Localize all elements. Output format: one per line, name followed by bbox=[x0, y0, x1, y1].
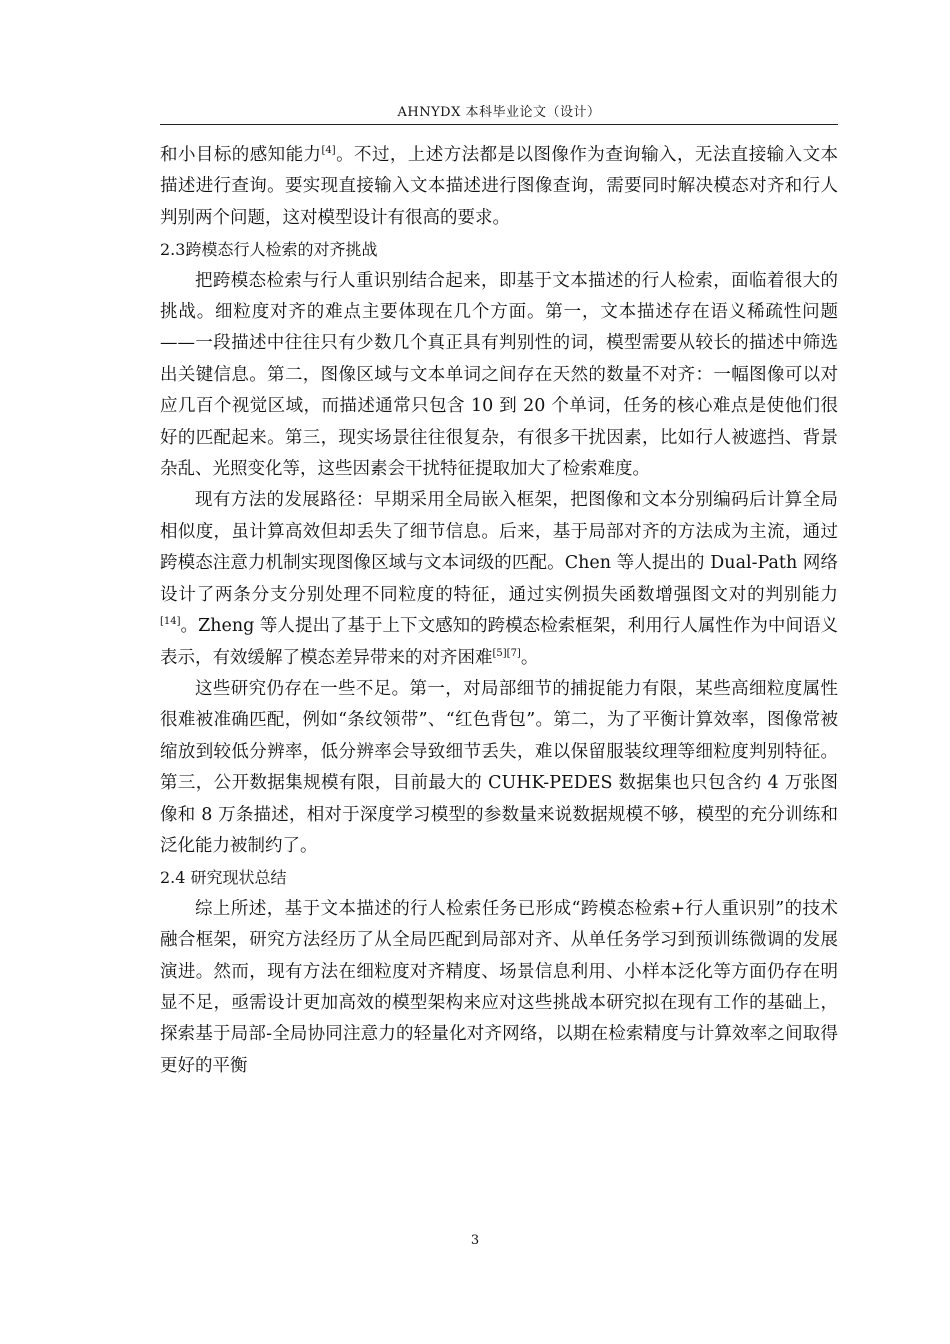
paragraph: 把跨模态检索与行人重识别结合起来，即基于文本描述的行人检索，面临着很大的挑战。细粒度对齐的难点主要体现在几个方面。第一，文本描述存在语义稀疏性问题——一段描述中往往只有少数几个真正具有判别性的词，模型需要从较长的描述中筛选出关键信息。第二，图像区域与文本单词之间存在天然的数量不对齐：一幅图像可以对应几百个视觉区域，而描述通常只包含 10 到 20 个单词，任务的核心难点是使他们很好的匹配起来。第三，现实场景往往很复杂，有很多干扰因素，比如行人被遮挡、背景杂乱、光照变化等，这些因素会干扰特征提取加大了检索难度。 bbox=[160, 270, 838, 480]
paragraph: 综上所述，基于文本描述的行人检索任务已形成“跨模态检索+行人重识别”的技术融合框架，研究方法经历了从全局匹配到局部对齐、从单任务学习到预训练微调的发展演进。然而，现有方法在细粒度对齐精度、场景信息利用、小样本泛化等方面仍存在明显不足，亟需设计更加高效的模型架构来应对这些挑战本研究拟在现有工作的基础上，探索基于局部-全局协同注意力的轻量化对齐网络，以期在检索精度与计算效率之间取得更好的平衡 bbox=[160, 898, 838, 1076]
header-rule bbox=[160, 124, 838, 125]
body-text bbox=[160, 140, 838, 1082]
text-run: 。不过，上述方法都是以图像作为查询输入，无法直接输入文本描述进行查询。要实现直接输入文本描述进行图像查询，需要同时解决模态对齐和行人判别两个问题，这对模型设计有很高的要求。 bbox=[160, 145, 839, 228]
paragraph: 这些研究仍存在一些不足。第一，对局部细节的捕捉能力有限，某些高细粒度属性很难被准确匹配，例如“条纹领带”、“红色背包”。第二，为了平衡计算效率，图像常被缩放到较低分辨率，低分辨率会导致细节丢失，难以保留服装纹理等细粒度判别特征。第三，公开数据集规模有限，目前最大的 CUHK-PEDES 数据集也只包含约 4 万张图像和 8 万条描述，相对于深度学习模型的参数量来说数据规模不够，模型的充分训练和泛化能力被制约了。 bbox=[160, 678, 838, 856]
paragraph bbox=[160, 140, 838, 234]
section-heading-2-3: 2.3跨模态行人检索的对齐挑战 bbox=[160, 240, 378, 260]
citation: [5][7] bbox=[492, 647, 521, 659]
citation: [4] bbox=[321, 145, 336, 157]
text-run: 和小目标的感知能力 bbox=[160, 145, 322, 165]
running-header: AHNYDX 本科毕业论文（设计） bbox=[397, 105, 601, 120]
text-run: 。Zheng 等人提出了基于上下文感知的跨模态检索框架，利用行人属性作为中间语义表示，有效缓解了模态差异带来的对齐困难 bbox=[160, 616, 838, 668]
text-run: 。 bbox=[520, 647, 539, 668]
paragraph bbox=[160, 485, 838, 673]
page-number: 3 bbox=[470, 1233, 480, 1248]
text-run: 现有方法的发展路径：早期采用全局嵌入框架，把图像和文本分别编码后计算全局相似度，虽计算高效但却丢失了细节信息。后来，基于局部对齐的方法成为主流，通过跨模态注意力机制实现图像区域与文本词级的匹配。Chen 等人提出的 Dual-Path 网络设计了两条分支分别处理不同粒度的特征，通过实例损失函数增强图文对的判别能力 bbox=[160, 490, 838, 605]
section-heading-2-4: 2.4 研究现状总结 bbox=[160, 868, 287, 888]
citation: [14] bbox=[160, 616, 181, 628]
